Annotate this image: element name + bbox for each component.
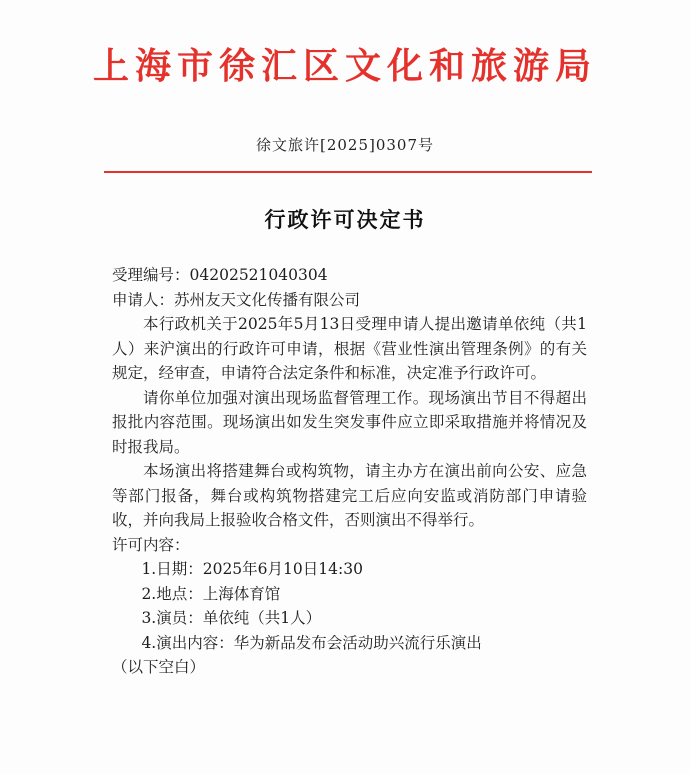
paragraph-stage-requirements: 本场演出将搭建舞台或构筑物，请主办方在演出前向公安、应急等部门报备，舞台或构筑物搭建完工后应向安监或消防部门申请验收，并向我局上报验收合格文件，否则演出不得举行。	[112, 462, 587, 529]
acceptance-number-value: 04202521040304	[189, 266, 328, 284]
permit-item-date: 1.日期：2025年6月10日14:30	[141, 560, 363, 578]
applicant-line	[112, 288, 587, 313]
permit-item-venue: 2.地点：上海体育馆	[141, 584, 281, 603]
issuing-organization: 上海市徐汇区文化和旅游局	[92, 45, 597, 87]
acceptance-number-label: 受理编号：	[112, 266, 190, 284]
applicant-label: 申请人：	[112, 290, 175, 309]
permit-item-content: 4.演出内容：华为新品发布会活动助兴流行乐演出	[141, 633, 482, 652]
permit-item-performer: 3.演员：单依纯（共1人）	[141, 609, 322, 627]
document-body	[112, 263, 587, 680]
applicant-value: 苏州友天文化传播有限公司	[174, 290, 361, 309]
blank-below-note: （以下空白）	[112, 658, 206, 676]
document-title: 行政许可决定书	[264, 208, 426, 232]
permit-heading: 许可内容：	[112, 535, 190, 554]
red-divider-line	[104, 171, 592, 173]
paragraph-supervision: 请你单位加强对演出现场监督管理工作。现场演出节目不得超出报批内容范围。现场演出如发生突发事件应立即采取措施并将情况及时报我局。	[112, 388, 587, 456]
document-number: 徐文旅许[2025]0307号	[255, 136, 435, 154]
acceptance-number-line	[112, 263, 587, 288]
paragraph-decision: 本行政机关于2025年5月13日受理申请人提出邀请单依纯（共1人）来沪演出的行政许可申请，根据《营业性演出管理条例》的有关规定，经审查，申请符合法定条件和标准，决定准予行政许可。	[112, 315, 587, 382]
